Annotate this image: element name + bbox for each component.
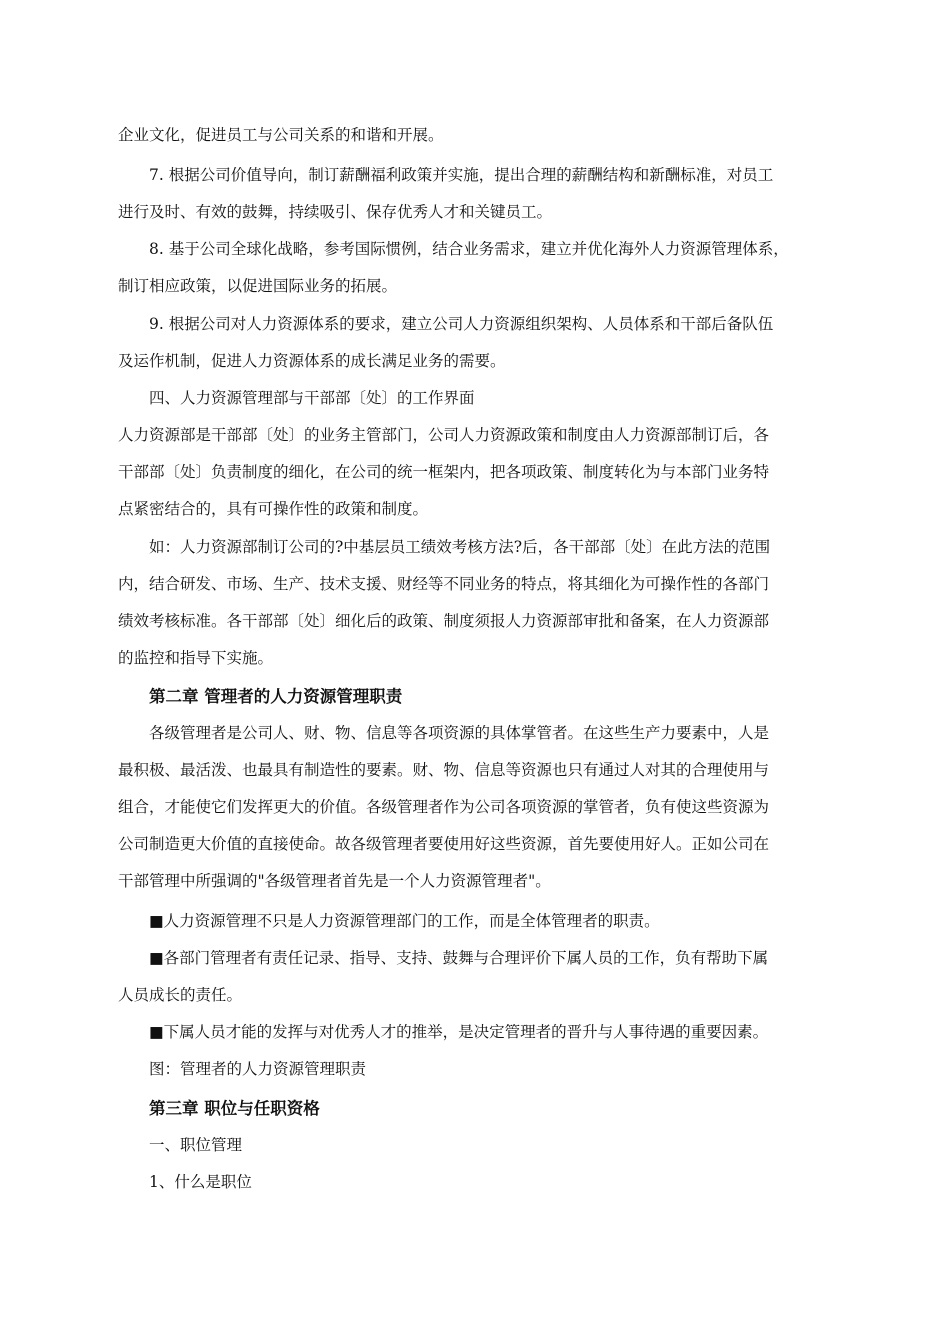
text-line: 组合，才能使它们发挥更大的价值。各级管理者作为公司各项资源的掌管者，负有使这些资源为 xyxy=(118,798,770,816)
text-line: 制订相应政策，以促进国际业务的拓展。 xyxy=(118,277,398,295)
text-line: 人力资源部是干部部〔处〕的业务主管部门，公司人力资源政策和制度由人力资源部制订后，各 xyxy=(118,426,770,444)
text-line: 图：管理者的人力资源管理职责 xyxy=(149,1060,367,1078)
subsection-heading-1-1 xyxy=(118,1164,830,1201)
paragraph-item-7 xyxy=(118,157,830,231)
text-line: 8. 基于公司全球化战略，参考国际惯例，结合业务需求，建立并优化海外人力资源管理体系， xyxy=(149,240,789,258)
text-line: 干部部〔处〕负责制度的细化，在公司的统一框架内，把各项政策、制度转化为与本部门业务特 xyxy=(118,463,770,481)
text-line: ■各部门管理者有责任记录、指导、支持、鼓舞与合理评价下属人员的工作，负有帮助下属 xyxy=(149,949,769,967)
text-line: 的监控和指导下实施。 xyxy=(118,649,274,667)
chapter-2-heading xyxy=(118,678,830,715)
text-line: 干部管理中所强调的"各级管理者首先是一个人力资源管理者"。 xyxy=(118,872,551,890)
bullet-item-1 xyxy=(118,903,830,940)
text-line: 如：人力资源部制订公司的?中基层员工绩效考核方法?后，各干部部〔处〕在此方法的范围 xyxy=(149,538,771,556)
text-line: 点紧密结合的，具有可操作性的政策和制度。 xyxy=(118,500,429,518)
section-heading-4 xyxy=(118,380,830,417)
text-line: 各级管理者是公司人、财、物、信息等各项资源的具体掌管者。在这些生产力要素中，人是 xyxy=(149,724,770,742)
chapter-title: 第三章 职位与任职资格 xyxy=(149,1099,320,1118)
paragraph-item-9 xyxy=(118,306,830,380)
text-line: 公司制造更大价值的直接使命。故各级管理者要使用好这些资源，首先要使用好人。正如公司在 xyxy=(118,835,770,853)
bullet-item-3 xyxy=(118,1014,830,1051)
text-line: 进行及时、有效的鼓舞，持续吸引、保存优秀人才和关键员工。 xyxy=(118,203,553,221)
text-line: 人员成长的责任。 xyxy=(118,986,243,1004)
paragraph-item-8 xyxy=(118,231,830,305)
text-line: 最积极、最活泼、也最具有制造性的要素。财、物、信息等资源也只有通过人对其的合理使用与 xyxy=(118,761,770,779)
text-line: 四、人力资源管理部与干部部〔处〕的工作界面 xyxy=(149,389,475,407)
text-line: 内，结合研发、市场、生产、技术支援、财经等不同业务的特点，将其细化为可操作性的各部门 xyxy=(118,575,770,593)
chapter-3-heading xyxy=(118,1090,830,1127)
paragraph-hr-department xyxy=(118,417,830,528)
paragraph-example xyxy=(118,529,830,677)
text-line: 企业文化，促进员工与公司关系的和谐和开展。 xyxy=(118,126,444,144)
text-line: ■下属人员才能的发挥与对优秀人才的推举，是决定管理者的晋升与人事待遇的重要因素。 xyxy=(149,1023,769,1041)
chapter-title: 第二章 管理者的人力资源管理职责 xyxy=(149,687,403,706)
text-line: 1、什么是职位 xyxy=(149,1173,252,1191)
text-line: 绩效考核标准。各干部部〔处〕细化后的政策、制度须报人力资源部审批和备案，在人力资源部 xyxy=(118,612,770,630)
text-line: 一、职位管理 xyxy=(149,1136,243,1154)
text-line: 及运作机制，促进人力资源体系的成长满足业务的需要。 xyxy=(118,352,506,370)
bullet-item-2 xyxy=(118,940,830,1014)
paragraph-managers xyxy=(118,715,830,900)
text-line: ■人力资源管理不只是人力资源管理部门的工作，而是全体管理者的职责。 xyxy=(149,912,660,930)
paragraph-culture-continuation xyxy=(118,117,830,154)
subsection-heading-1 xyxy=(118,1127,830,1164)
text-line: 9. 根据公司对人力资源体系的要求，建立公司人力资源组织架构、人员体系和干部后备队伍 xyxy=(149,315,774,333)
text-line: 7. 根据公司价值导向，制订薪酬福利政策并实施，提出合理的薪酬结构和新酬标准，对员工 xyxy=(149,166,774,184)
figure-caption xyxy=(118,1051,830,1088)
